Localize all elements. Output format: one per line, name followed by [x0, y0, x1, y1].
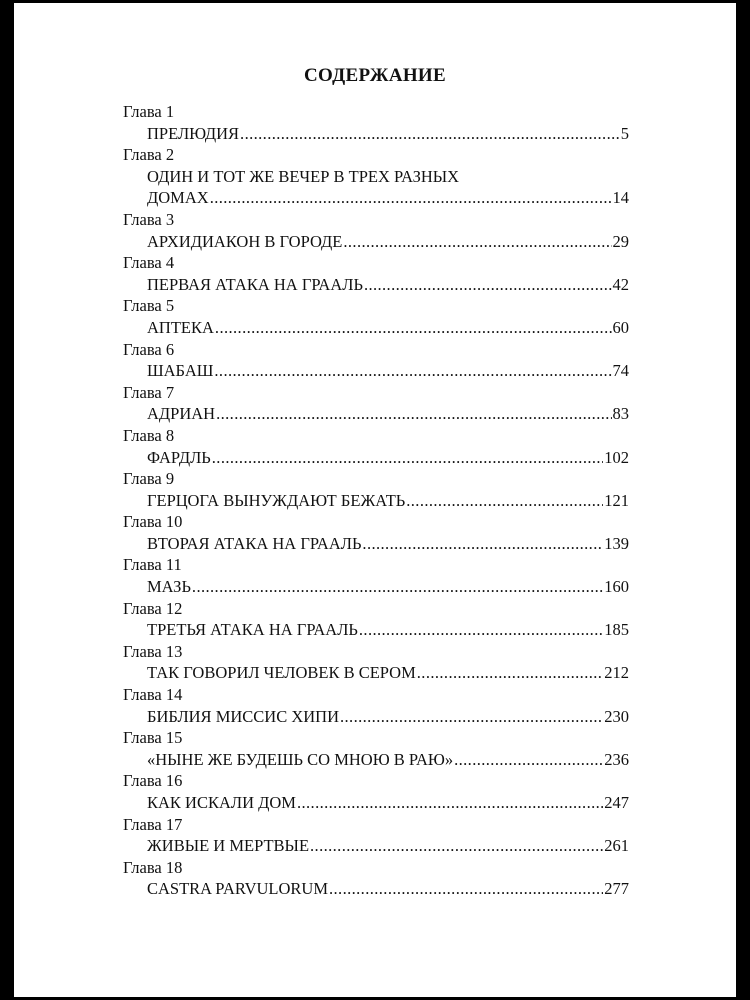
page-number: 139 — [604, 533, 629, 553]
toc-entry — [147, 231, 629, 253]
chapter-title: ГЕРЦОГА ВЫНУЖДАЮТ БЕЖАТЬ — [147, 490, 406, 510]
toc-item — [123, 209, 629, 252]
toc-entry — [147, 274, 629, 296]
dot-leader — [216, 403, 611, 425]
page-number: 5 — [620, 123, 629, 143]
chapter-title: ПРЕЛЮДИЯ — [147, 123, 240, 143]
chapter-title: АПТЕКА — [147, 317, 214, 337]
toc-item — [123, 468, 629, 511]
toc-entry — [147, 360, 629, 382]
toc-item — [123, 857, 629, 900]
page-number: 230 — [604, 706, 629, 726]
chapter-label: Глава 1 — [123, 102, 175, 121]
table-of-contents — [123, 101, 629, 900]
toc-entry — [147, 403, 629, 425]
toc-entry — [147, 749, 629, 771]
chapter-title: CASTRA PARVULORUM — [147, 879, 328, 899]
chapter-label: Глава 3 — [123, 209, 175, 229]
toc-entry — [147, 706, 629, 728]
chapter-title: ДОМАХ — [147, 188, 209, 208]
chapter-title: «НЫНЕ ЖЕ БУДЕШЬ СО МНОЮ В РАЮ» — [147, 749, 454, 769]
chapter-label: Глава 8 — [123, 425, 175, 445]
page-number: 160 — [604, 577, 629, 597]
chapter-label: Глава 14 — [123, 685, 183, 705]
page-number: 212 — [604, 663, 629, 683]
dot-leader — [362, 533, 603, 555]
dot-leader — [214, 360, 611, 382]
page-number: 247 — [604, 793, 629, 812]
page-number: 60 — [612, 317, 629, 337]
chapter-title-line: ОДИН И ТОТ ЖЕ ВЕЧЕР В ТРЕХ РАЗНЫХ — [147, 166, 460, 186]
chapter-title: ФАРДЛЬ — [147, 447, 211, 467]
chapter-title: МАЗЬ — [147, 577, 191, 597]
chapter-title: АРХИДИАКОН В ГОРОДЕ — [147, 231, 343, 251]
toc-item — [123, 339, 629, 382]
dot-leader — [343, 231, 611, 253]
chapter-title: КАК ИСКАЛИ ДОМ — [147, 793, 296, 812]
toc-entry — [147, 187, 629, 209]
page-number: 261 — [604, 836, 629, 856]
toc-item — [123, 101, 629, 144]
toc-item — [123, 684, 629, 727]
toc-item — [123, 511, 629, 554]
page-number: 102 — [604, 447, 629, 467]
toc-entry — [147, 533, 629, 555]
chapter-title: ТРЕТЬЯ АТАКА НА ГРААЛЬ — [147, 620, 358, 640]
dot-leader — [417, 662, 603, 684]
toc-item — [123, 641, 629, 684]
page-number: 121 — [604, 490, 629, 510]
dot-leader — [364, 274, 612, 296]
page-number: 29 — [612, 231, 629, 251]
toc-item — [123, 144, 629, 209]
toc-item — [123, 727, 629, 770]
page-number: 42 — [612, 274, 629, 294]
chapter-title: ШАБАШ — [147, 361, 214, 381]
chapter-label: Глава 17 — [123, 814, 183, 834]
dot-leader — [240, 123, 620, 145]
page-number: 277 — [604, 879, 629, 899]
toc-entry — [147, 447, 629, 469]
toc-entry — [147, 835, 629, 857]
toc-entry — [147, 490, 629, 512]
chapter-label: Глава 11 — [123, 555, 182, 575]
chapter-title: ТАК ГОВОРИЛ ЧЕЛОВЕК В СЕРОМ — [147, 663, 416, 683]
chapter-label: Глава 12 — [123, 598, 183, 618]
dot-leader — [454, 749, 603, 771]
dot-leader — [340, 706, 603, 728]
toc-item — [123, 295, 629, 338]
toc-entry — [147, 878, 629, 900]
chapter-label: Глава 4 — [123, 253, 175, 273]
chapter-title: АДРИАН — [147, 404, 216, 424]
chapter-label: Глава 18 — [123, 857, 183, 877]
toc-item — [123, 425, 629, 468]
page-number: 83 — [612, 404, 629, 424]
page-number: 185 — [604, 620, 629, 640]
page-number: 236 — [604, 749, 629, 769]
toc-entry — [147, 317, 629, 339]
toc-item — [123, 382, 629, 425]
dot-leader — [192, 576, 603, 598]
chapter-title: ЖИВЫЕ И МЕРТВЫЕ — [147, 836, 310, 856]
chapter-label: Глава 7 — [123, 382, 175, 402]
dot-leader — [215, 317, 612, 339]
chapter-label: Глава 16 — [123, 771, 183, 791]
toc-entry — [147, 792, 629, 814]
dot-leader — [359, 619, 603, 641]
dot-leader — [329, 878, 603, 900]
chapter-title: ВТОРАЯ АТАКА НА ГРААЛЬ — [147, 533, 362, 553]
chapter-title: БИБЛИЯ МИССИС ХИПИ — [147, 706, 339, 726]
dot-leader — [406, 490, 603, 512]
book-page — [14, 3, 736, 997]
dot-leader — [210, 187, 612, 209]
chapter-label: Глава 2 — [123, 145, 175, 165]
dot-leader — [212, 447, 603, 469]
toc-item — [123, 814, 629, 857]
toc-entry — [147, 123, 629, 145]
chapter-title: ПЕРВАЯ АТАКА НА ГРААЛЬ — [147, 274, 363, 294]
chapter-label: Глава 13 — [123, 641, 183, 661]
toc-item — [123, 252, 629, 295]
toc-item — [123, 554, 629, 597]
toc-item — [123, 770, 629, 813]
dot-leader — [310, 835, 603, 857]
page-number: 14 — [612, 188, 629, 208]
chapter-label: Глава 9 — [123, 469, 175, 489]
toc-entry — [147, 662, 629, 684]
chapter-label: Глава 6 — [123, 339, 175, 359]
toc-entry — [147, 576, 629, 598]
toc-entry — [147, 619, 629, 641]
page-title: СОДЕРЖАНИЕ — [304, 65, 446, 86]
chapter-label: Глава 15 — [123, 728, 183, 748]
page-number: 74 — [612, 361, 629, 381]
dot-leader — [297, 792, 603, 814]
toc-item — [123, 598, 629, 641]
chapter-label: Глава 5 — [123, 296, 175, 316]
chapter-label: Глава 10 — [123, 512, 183, 532]
